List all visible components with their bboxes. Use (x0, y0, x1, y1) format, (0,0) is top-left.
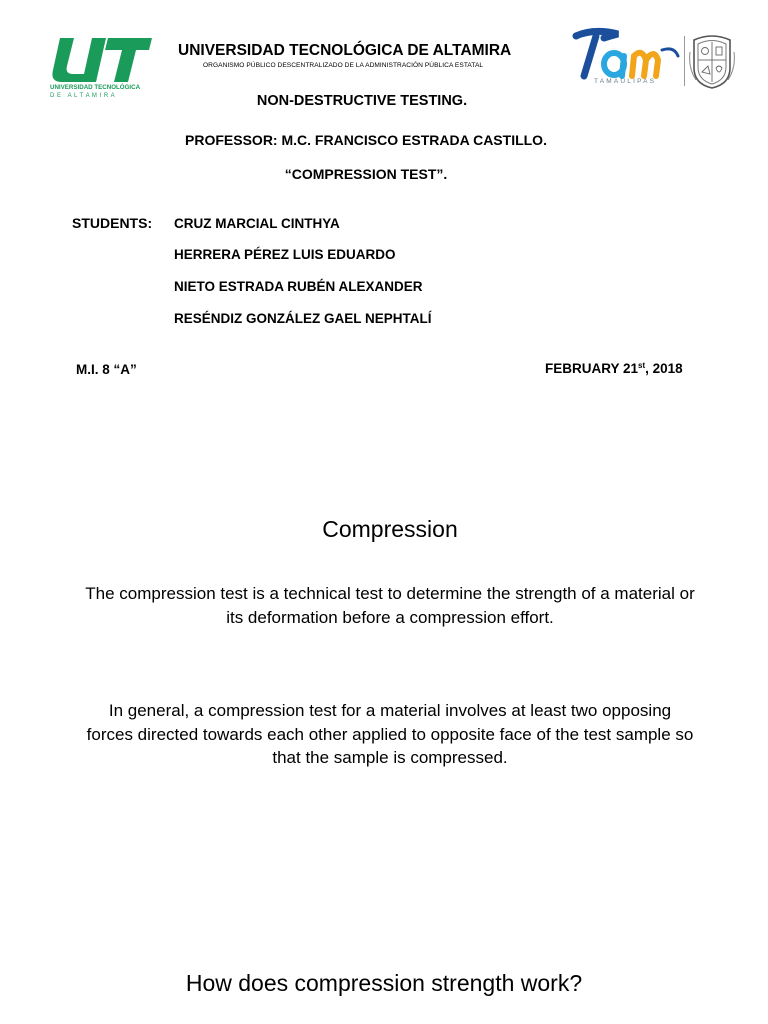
date-ordinal: st (638, 361, 646, 370)
university-title: UNIVERSIDAD TECNOLÓGICA DE ALTAMIRA (178, 42, 512, 59)
project-title-text: “COMPRESSION TEST”. (284, 166, 448, 182)
state-coat-of-arms-icon (688, 32, 736, 90)
course-title: NON-DESTRUCTIVE TESTING. (256, 93, 468, 109)
date-day: FEBRUARY 21 (545, 361, 639, 376)
tamaulipas-logo (570, 26, 682, 90)
ut-logo-line1: UNIVERSIDAD TECNOLÓGICA (50, 84, 141, 91)
logo-divider (684, 36, 685, 86)
tamaulipas-caption: TAMAULIPAS (594, 78, 657, 85)
section-title: Compression (322, 516, 458, 542)
student-name: HERRERA PÉREZ LUIS EDUARDO (174, 247, 396, 262)
student-name: CRUZ MARCIAL CINTHYA (174, 216, 340, 231)
student-name: RESÉNDIZ GONZÁLEZ GAEL NEPHTALÍ (174, 311, 432, 326)
professor-line: PROFESSOR: M.C. FRANCISCO ESTRADA CASTILLO. (185, 132, 547, 148)
date-label (545, 361, 683, 376)
student-name: NIETO ESTRADA RUBÉN ALEXANDER (174, 279, 423, 294)
students-label: STUDENTS: (72, 215, 153, 231)
paragraph: In general, a compression test for a material involves at least two opposing forces directed towards each other applied to opposite face of the test sample so that the sample is compressed. (86, 701, 694, 767)
group-label: M.I. 8 “A” (76, 362, 137, 377)
paragraph: The compression test is a technical test to determine the strength of a material or its deformation before a compression effort. (85, 584, 695, 627)
state-seal (688, 32, 736, 90)
date-year: , 2018 (645, 361, 683, 376)
section-title: How does compression strength work? (185, 970, 583, 996)
university-subtitle: ORGANISMO PÚBLICO DESCENTRALIZADO DE LA ADMINISTRACIÓN PÚBLICA ESTATAL (203, 62, 484, 69)
project-title (0, 166, 750, 182)
ut-logo-line2: D E A L T A M I R A (50, 93, 116, 99)
